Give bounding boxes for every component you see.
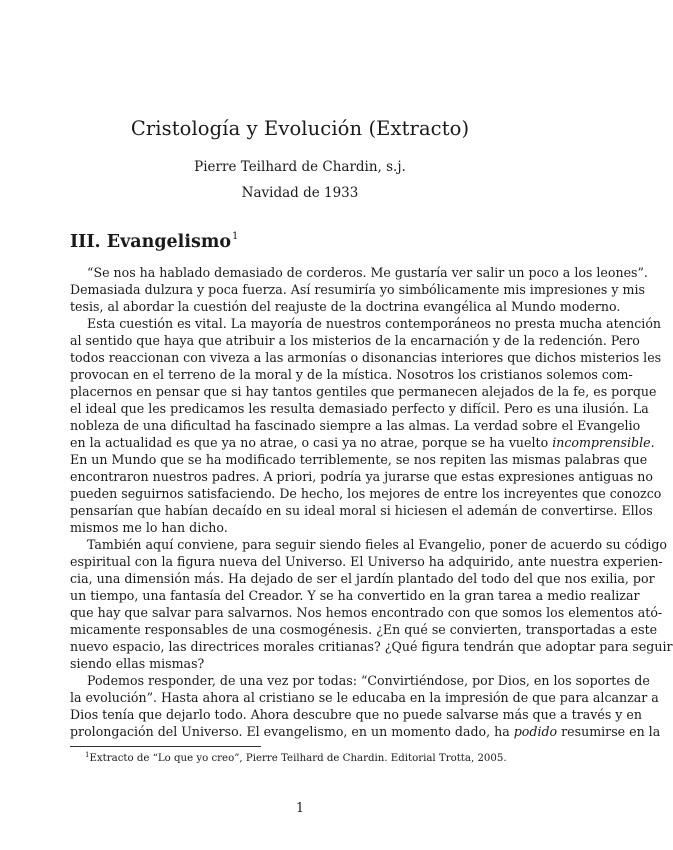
paragraph-line: Podemos responder, de una vez por todas: “Convirtiéndose, por Dios, en los soportes de [87, 673, 650, 688]
paragraph-line: cia, una dimensión más. Ha dejado de ser el jardín plantado del todo del que nos exilia, por [70, 571, 655, 586]
paragraph-line: También aquí conviene, para seguir siendo fieles al Evangelio, poner de acuerdo su código [87, 537, 668, 552]
footnote [85, 751, 507, 764]
paragraph-line: Esta cuestión es vital. La mayoría de nuestros contemporáneos no presta mucha atención [87, 316, 662, 331]
paragraph-line: que hay que salvar para salvarnos. Nos hemos encontrado con que somos los elementos atό- [70, 605, 663, 620]
paragraph-line: nuevo espacio, las directrices morales critianas? ¿Qué figura tendrán que adoptar para seguir [70, 639, 673, 654]
paragraph-line-text: resumirse en la [561, 724, 661, 739]
paragraph-line: un tiempo, una fantasía del Creador. Y se ha convertido en la gran tarea a medio realizar [70, 588, 640, 603]
section-heading-text: III. Evangelismo [70, 232, 232, 252]
footnote-rule [70, 746, 261, 747]
paragraph-line: al sentido que haya que atribuir a los misterios de la encarnación y de la redención. Pero [70, 333, 640, 348]
paragraph-line-text: en la actualidad es que ya no atrae, o casi ya no atrae, porque se ha vuelto [70, 435, 549, 450]
paragraph-line: todos reaccionan con viveza a las armonías o disonancias interiores que dichos misterios les [70, 350, 662, 365]
paragraph-line: Dios tenía que dejarlo todo. Ahora descubre que no puede salvarse más que a través y en [70, 707, 642, 722]
paragraph-line: provocan en el terreno de la moral y de la mística. Nosotros los cristianos solemos com- [70, 367, 633, 382]
paragraph-line: micamente responsables de una cosmogénesis. ¿En qué se convierten, transportadas a este [70, 622, 658, 637]
paragraph-line: el ideal que les predicamos les resulta demasiado perfecto y difícil. Pero es una ilusión. La [70, 401, 649, 416]
paragraph-line: “Se nos ha hablado demasiado de corderos. Me gustaría ver salir un poco a los leones”. [87, 265, 648, 280]
paragraph-line [70, 434, 655, 451]
document-date: Navidad de 1933 [241, 185, 359, 201]
paragraph-line: pueden seguirnos satisfaciendo. De hecho, los mejores de entre los increyentes que conozco [70, 486, 662, 501]
section-heading [70, 231, 238, 252]
footnote-reference[interactable]: 1 [232, 231, 239, 242]
paragraph-line: espiritual con la figura nueva del Universo. El Universo ha adquirido, ante nuestra experien- [70, 554, 663, 569]
paragraph-line: la evolución”. Hasta ahora al cristiano se le educaba en la impresión de que para alcanzar a [70, 690, 659, 705]
paragraph-line [70, 723, 661, 740]
emphasis-text: podido [513, 724, 558, 739]
page-number: 1 [295, 800, 304, 815]
footnote-mark: 1 [85, 751, 90, 759]
paragraph-line: pensarían que habían decaído en su ideal moral si hiciesen el ademán de convertirse. Ellos [70, 503, 653, 518]
paragraph-line: nobleza de una dificultad ha fascinado siempre a las almas. La verdad sobre el Evangelio [70, 418, 641, 433]
paragraph-line: En un Mundo que se ha modificado terriblemente, se nos repiten las mismas palabras que [70, 452, 648, 467]
paragraph-line: tesis, al abordar la cuestión del reajuste de la doctrina evangélica al Mundo moderno. [70, 299, 621, 314]
document-title: Cristología y Evolución (Extracto) [130, 117, 470, 140]
paragraph-line: Demasiada dulzura y poca fuerza. Así resumiría yo simbólicamente mis impresiones y mis [70, 282, 645, 297]
paragraph-line: encontraron nuestros padres. A priori, podría ya jurarse que estas expresiones antiguas no [70, 469, 653, 484]
paragraph-line: mismos me lo han dicho. [70, 520, 228, 535]
paragraph-line-text: prolongación del Universo. El evangelismo, en un momento dado, ha [70, 724, 510, 739]
paragraph-line: placernos en pensar que si hay tantos gentiles que permanecen alejados de la fe, es porque [70, 384, 657, 399]
footnote-text: Extracto de “Lo que yo creo”, Pierre Teilhard de Chardin. Editorial Trotta, 2005. [89, 753, 507, 764]
paragraph-line: siendo ellas mismas? [70, 656, 205, 671]
emphasis-text: incomprensible. [552, 435, 655, 450]
document-author: Pierre Teilhard de Chardin, s.j. [194, 159, 406, 175]
